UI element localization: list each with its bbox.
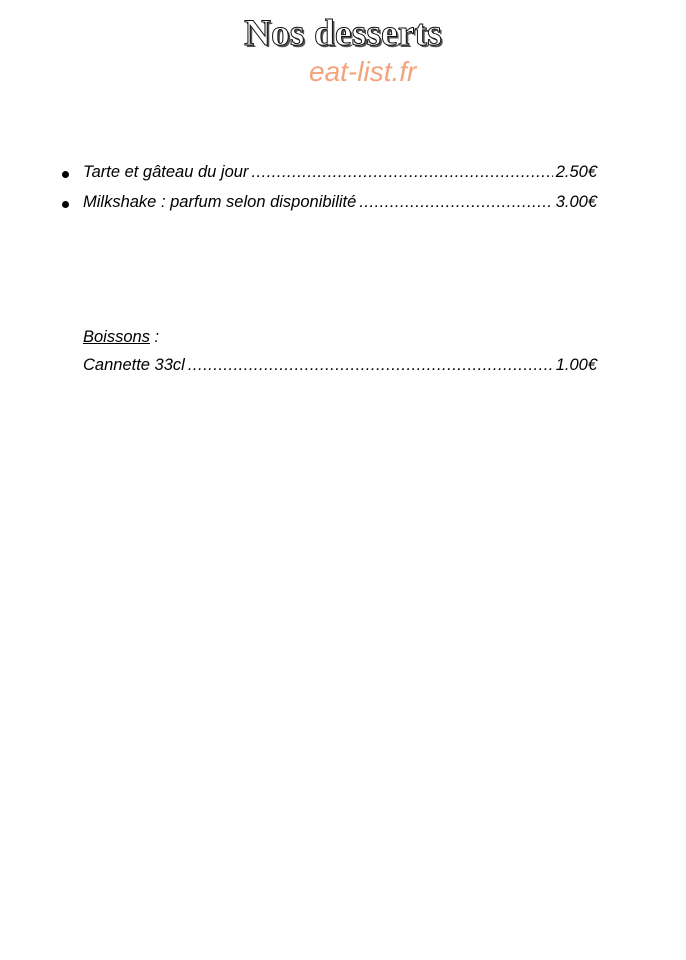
section-heading-boissons: [83, 328, 159, 347]
watermark-text: eat-list.fr: [309, 56, 417, 87]
item-name: Milkshake : parfum selon disponibilité: [83, 193, 357, 211]
item-price: 2.50€: [555, 163, 597, 181]
item-price: 1.00€: [555, 356, 597, 374]
bullet-icon: [62, 171, 69, 178]
dot-leader: [188, 356, 553, 375]
page-title: Nos desserts: [244, 13, 442, 54]
item-name: Tarte et gâteau du jour: [83, 163, 249, 181]
bullet-icon: [62, 201, 69, 208]
list-item: [83, 356, 597, 380]
list-item: [83, 193, 597, 217]
dot-leader: [359, 193, 552, 212]
item-price: 3.00€: [555, 193, 597, 211]
section-heading-label: Boissons: [83, 328, 150, 346]
dot-leader: [251, 163, 552, 182]
item-name: Cannette 33cl: [83, 356, 185, 374]
list-item: [83, 163, 597, 187]
section-heading-colon: :: [149, 328, 160, 346]
